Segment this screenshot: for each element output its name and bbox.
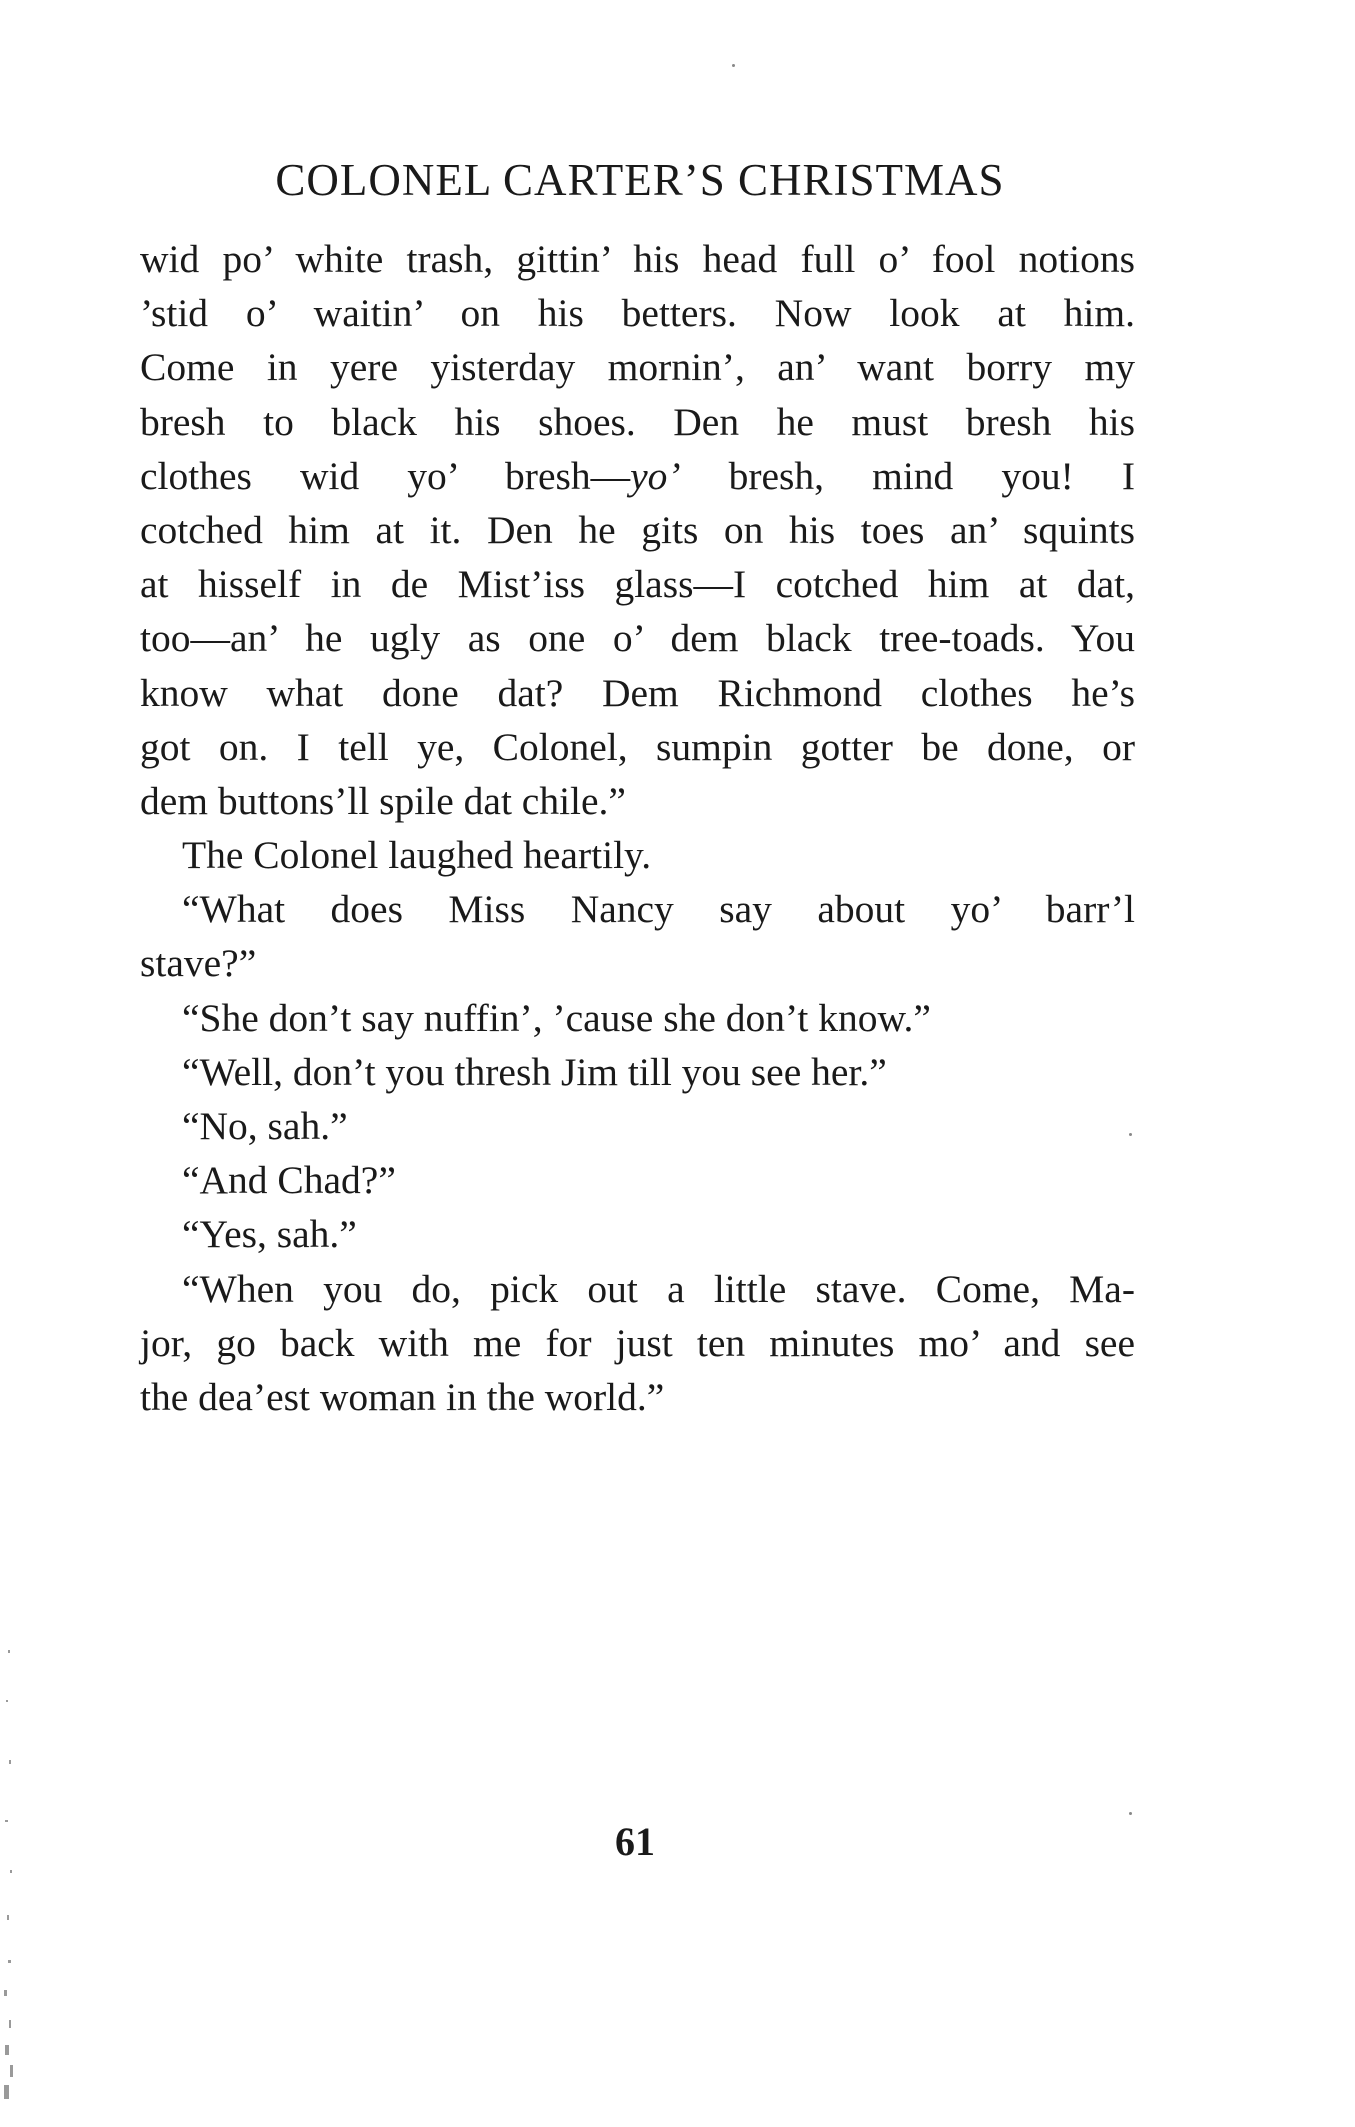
text-line: dem buttons’ll spile dat chile.” bbox=[140, 778, 626, 823]
text-line: “What does Miss Nancy say about yo’ barr’l bbox=[182, 887, 1135, 932]
text-line: Come in yere yisterday mornin’, an’ want borry my bbox=[140, 345, 1135, 390]
text-line: clothes wid yo’ bresh—yo’ bresh, mind you! I bbox=[140, 453, 1135, 498]
text-line: got on. I tell ye, Colonel, sumpin gotter be done, or bbox=[140, 724, 1135, 769]
scan-speck bbox=[1129, 1133, 1132, 1136]
text-line: “She don’t say nuffin’, ’cause she don’t know.” bbox=[182, 995, 931, 1040]
text-line: “Well, don’t you thresh Jim till you see her.” bbox=[182, 1049, 887, 1094]
scan-edge-noise bbox=[2, 1640, 16, 2110]
text-line: know what done dat? Dem Richmond clothes he’s bbox=[140, 670, 1135, 715]
text-line: “And Chad?” bbox=[182, 1158, 396, 1203]
text-line: the dea’est woman in the world.” bbox=[140, 1374, 665, 1419]
text-line: stave?” bbox=[140, 941, 257, 986]
text-line: wid po’ white trash, gittin’ his head full o’ fool notions bbox=[140, 237, 1135, 281]
text-line: bresh to black his shoes. Den he must bresh his bbox=[140, 399, 1135, 444]
page-number: 61 bbox=[615, 1819, 655, 1864]
text-line: “No, sah.” bbox=[182, 1104, 348, 1148]
text-line: at hisself in de Mist’iss glass—I cotched him at dat, bbox=[140, 562, 1135, 607]
running-head: COLONEL CARTER’S CHRISTMAS bbox=[275, 155, 1005, 205]
body-text bbox=[140, 232, 1135, 1424]
text-line: cotched him at it. Den he gits on his toes an’ squints bbox=[140, 507, 1135, 552]
text-line: jor, go back with me for just ten minutes mo’ and see bbox=[140, 1320, 1135, 1365]
text-line: The Colonel laughed heartily. bbox=[182, 833, 652, 878]
text-line: ’stid o’ waitin’ on his betters. Now look at him. bbox=[140, 291, 1135, 336]
scan-speck bbox=[1129, 1812, 1132, 1815]
text-line: “When you do, pick out a little stave. Come, Ma- bbox=[182, 1266, 1135, 1311]
text-line: too—an’ he ugly as one o’ dem black tree-toads. You bbox=[140, 616, 1135, 661]
scan-speck bbox=[732, 64, 735, 67]
text-line: “Yes, sah.” bbox=[182, 1212, 357, 1257]
